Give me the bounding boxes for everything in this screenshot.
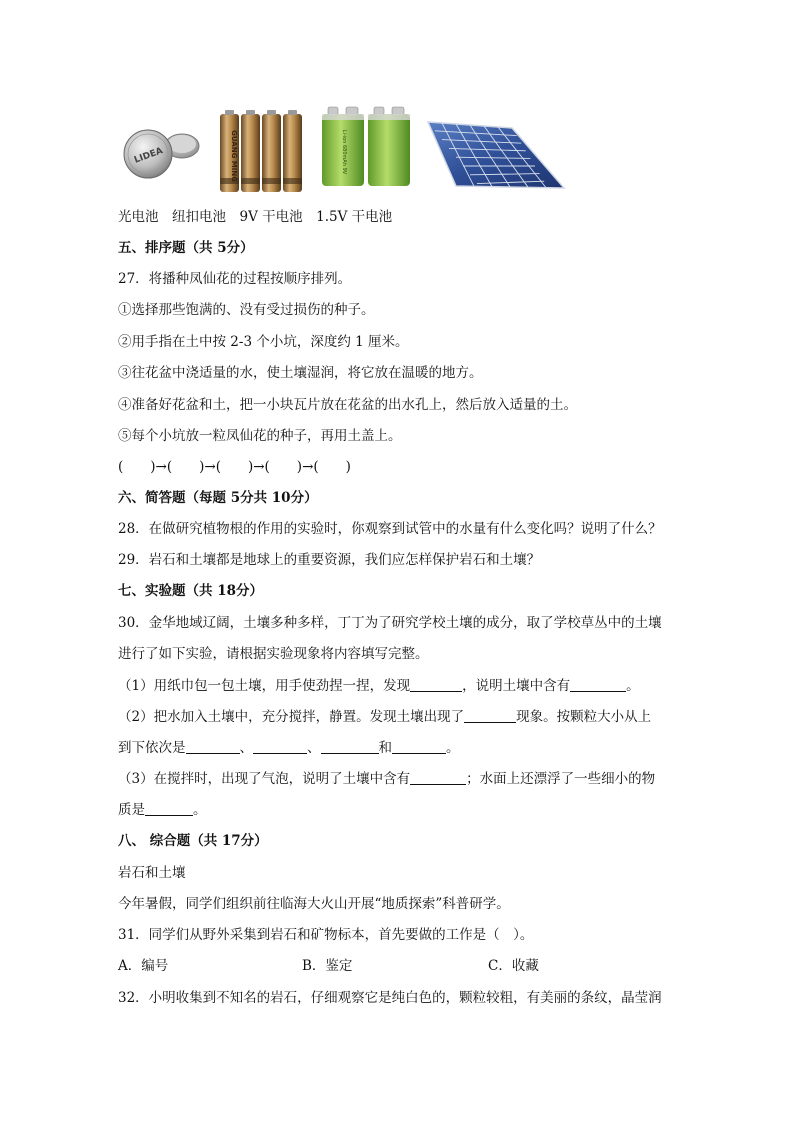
answer-blank-6[interactable] — [321, 739, 379, 754]
question-29: 29．岩石和土壤都是地球上的重要资源，我们应怎样保护岩石和土壤？ — [118, 552, 541, 568]
answer-blank-5[interactable] — [253, 739, 307, 754]
answer-blank-7[interactable] — [392, 739, 446, 754]
part-2-end: 。 — [446, 740, 460, 756]
step-3: ③往花盆中浇适量的水，使土壤湿润，将它放在温暖的地方。 — [118, 365, 483, 381]
aa-battery-3 — [262, 110, 281, 192]
nine-volt-batteries-image — [320, 106, 412, 188]
aa-battery-label: GUANG MING — [230, 130, 238, 182]
part-3-text-c: 质是 — [118, 802, 145, 818]
answer-blank-9[interactable] — [145, 801, 193, 816]
step-5: ⑤每个小坑放一粒凤仙花的种子，再用土盖上。 — [118, 428, 402, 444]
question-27: 27．将播种凤仙花的过程按顺序排列。 — [118, 271, 352, 287]
answer-blank-1[interactable] — [410, 677, 462, 692]
step-4: ④准备好花盆和土，把一小块瓦片放在花盆的出水孔上，然后放入适量的土。 — [118, 397, 577, 413]
part-2-and: 和 — [378, 740, 392, 756]
part-2-sep-2: 、 — [307, 740, 321, 756]
part-1-text-c: 。 — [626, 678, 640, 694]
solar-panel-image — [426, 120, 566, 192]
coin-cell-label: LIDEA — [133, 146, 165, 166]
question-30-part-1 — [118, 677, 640, 695]
aa-battery-2 — [241, 110, 260, 192]
answer-blank-8[interactable] — [410, 770, 466, 785]
question-30-part-3-line-2 — [118, 801, 207, 819]
nine-volt-label: Li-ion 680mAh 9V — [341, 129, 347, 175]
question-31-options — [118, 957, 678, 975]
question-30-part-2-line-2 — [118, 739, 460, 757]
coin-cell-battery-image — [122, 124, 202, 182]
step-2: ②用手指在土中按 2-3 个小坑，深度约 1 厘米。 — [118, 334, 409, 350]
section-8-heading: 八、 综合题（共 17分） — [118, 833, 268, 849]
part-3-end: 。 — [193, 802, 207, 818]
section-8-subtitle: 岩石和土壤 — [118, 865, 186, 881]
question-30-part-2-line-1 — [118, 708, 651, 726]
question-31: 31．同学们从野外采集到岩石和矿物标本，首先要做的工作是（ ）。 — [118, 927, 534, 943]
question-30-part-3-line-1 — [118, 770, 655, 788]
option-c[interactable]: C．收藏 — [488, 958, 539, 974]
image-caption: 光电池 纽扣电池 9V 干电池 1.5V 干电池 — [118, 209, 393, 225]
answer-blank-3[interactable] — [464, 708, 516, 723]
part-2-text-c: 到下依次是 — [118, 740, 186, 756]
answer-blank-4[interactable] — [186, 739, 240, 754]
answer-blank-2[interactable] — [570, 677, 626, 692]
question-30-line-1: 30．金华地域辽阔，土壤多种多样，丁丁为了研究学校土壤的成分，取了学校草丛中的土壤 — [118, 615, 662, 631]
step-1: ①选择那些饱满的、没有受过损伤的种子。 — [118, 302, 375, 318]
nine-volt-battery-2 — [368, 107, 410, 186]
section-6-heading: 六、简答题（每题 5分共 10分） — [118, 490, 318, 506]
aa-battery-4 — [283, 110, 302, 192]
question-32: 32．小明收集到不知名的岩石，仔细观察它是纯白色的，颗粒较粗，有美丽的条纹，晶莹润 — [118, 990, 662, 1006]
question-30-line-2: 进行了如下实验，请根据实验现象将内容填写完整。 — [118, 646, 429, 662]
part-3-text-b: ；水面上还漂浮了一些细小的物 — [466, 771, 656, 787]
option-b[interactable]: B．鉴定 — [302, 958, 353, 974]
part-3-text-a: （3）在搅拌时，出现了气泡，说明了土壤中含有 — [118, 771, 411, 787]
part-2-sep-1: 、 — [239, 740, 253, 756]
part-2-text-a: （2）把水加入土壤中，充分搅拌，静置。发现土壤出现了 — [118, 709, 465, 725]
question-28: 28．在做研究植物根的作用的实验时，你观察到试管中的水量有什么变化吗？说明了什么？ — [118, 521, 662, 537]
battery-images — [120, 104, 570, 196]
section-8-intro: 今年暑假，同学们组织前往临海大火山开展“地质探索”科普研学。 — [118, 896, 510, 912]
part-1-text-a: （1）用纸巾包一包土壤，用手使劲捏一捏，发现 — [118, 678, 411, 694]
section-7-heading: 七、实验题（共 18分） — [118, 583, 263, 599]
option-a[interactable]: A．编号 — [118, 958, 169, 974]
part-1-text-b: ，说明土壤中含有 — [462, 678, 571, 694]
section-5-heading: 五、排序题（共 5分） — [118, 240, 254, 256]
order-answer-line[interactable]: ( )→( )→( )→( )→( ) — [118, 459, 351, 475]
part-2-text-b: 现象。按颗粒大小从上 — [516, 709, 652, 725]
aa-batteries-image — [218, 108, 308, 194]
